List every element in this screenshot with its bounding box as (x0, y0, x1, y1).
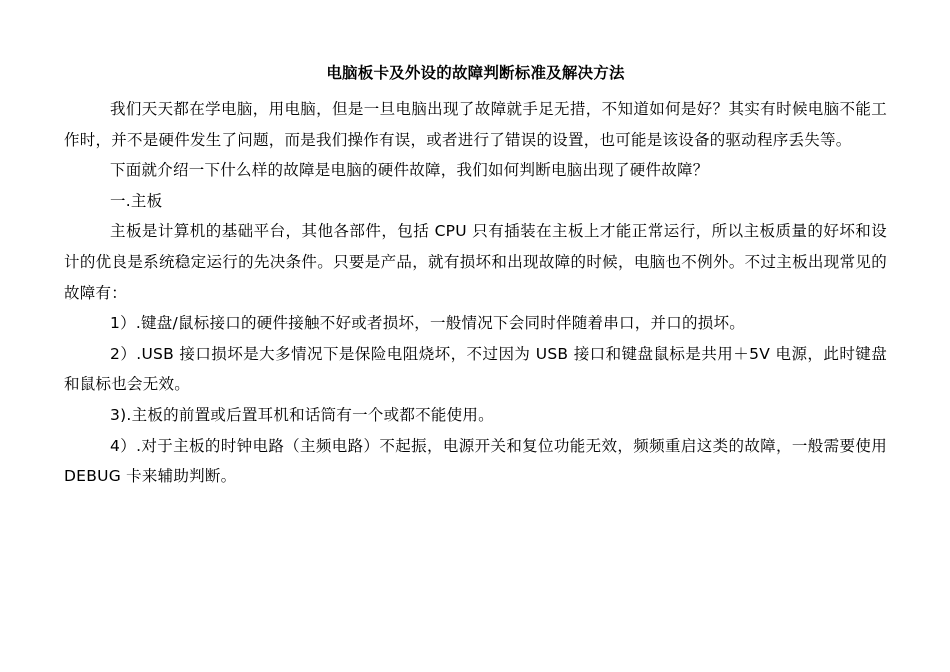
list-item-3: 3).主板的前置或后置耳机和话筒有一个或都不能使用。 (110, 405, 494, 424)
intro-paragraph: 我们天天都在学电脑，用电脑，但是一旦电脑出现了故障就手足无措，不知道如何是好？其实有时候电脑不能工作时，并不是硬件发生了问题，而是我们操作有误，或者进行了错误的设置，也可能是该设备的驱动程序丢失等。 (64, 100, 887, 149)
document-title: 电脑板卡及外设的故障判断标准及解决方法 (326, 64, 625, 82)
list-item-1: 1）.键盘/鼠标接口的硬件接触不好或者损坏，一般情况下会同时伴随着串口，并口的损坏。 (110, 314, 746, 333)
document-body (64, 58, 887, 492)
list-item-4: 4）.对于主板的时钟电路（主频电路）不起振，电源开关和复位功能无效，频频重启这类的故障，一般需要使用 DEBUG 卡来辅助判断。 (64, 436, 887, 486)
question-paragraph: 下面就介绍一下什么样的故障是电脑的硬件故障，我们如何判断电脑出现了硬件故障？ (110, 161, 709, 180)
section-heading-motherboard: 一.主板 (110, 191, 163, 210)
motherboard-paragraph: 主板是计算机的基础平台，其他各部件，包括 CPU 只有插装在主板上才能正常运行，所以主板质量的好坏和设计的优良是系统稳定运行的先决条件。只要是产品，就有损坏和出现故障的时候，电脑也不例外。不过主板出现常见的故障有： (64, 222, 887, 302)
list-item-2: 2）.USB 接口损坏是大多情况下是保险电阻烧坏，不过因为 USB 接口和键盘鼠标是共用＋5V 电源，此时键盘和鼠标也会无效。 (64, 344, 887, 394)
